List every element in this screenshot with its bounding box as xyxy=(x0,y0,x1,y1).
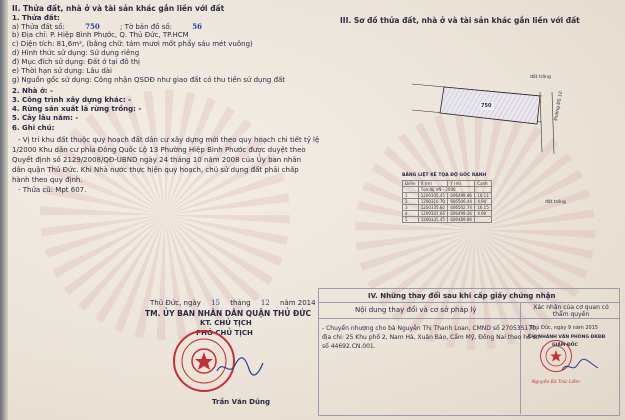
table-header-cell: Cạnh xyxy=(475,181,492,187)
note-line: - Thửa cũ: Mpt 607. xyxy=(18,186,87,194)
date-month-label: tháng xyxy=(230,299,251,307)
table-cell: 16.11 xyxy=(475,193,492,199)
map-label-bottom: đất trống xyxy=(545,200,566,205)
table-cell: 5 xyxy=(403,217,419,223)
note-line: hành theo quy định. xyxy=(12,176,83,184)
map-label-road: Đường ĐS 10 xyxy=(553,91,565,122)
map-parcel-label: 750 xyxy=(481,103,492,109)
section2-title: II. Thửa đất, nhà ở và tài sản khác gắn liền với đất xyxy=(12,4,225,13)
signing-date xyxy=(150,299,316,308)
usage-purpose: đ) Mục đích sử dụng: Đất ở tại đô thị xyxy=(12,58,140,66)
usage-origin: g) Nguồn gốc sử dụng: Công nhận QSDĐ như giao đất có thu tiền sử dụng đất xyxy=(12,76,286,84)
house-line: 2. Nhà ở: - xyxy=(12,87,53,95)
table-cell: 1200335.45 xyxy=(418,217,448,223)
changes-col-divider xyxy=(520,302,521,414)
coordinates-table xyxy=(402,180,492,223)
director-signature-icon xyxy=(560,358,600,376)
chairman-name: Trần Văn Dũng xyxy=(212,398,270,406)
vice-chairman: PHÓ CHỦ TỊCH xyxy=(196,329,253,337)
usage-form: d) Hình thức sử dụng: Sử dụng riêng xyxy=(12,49,140,57)
table-cell: 4.90 xyxy=(475,211,492,217)
changes-col1-header: Nội dung thay đổi và cơ sở pháp lý xyxy=(355,306,477,314)
table-cell: 1 xyxy=(403,193,419,199)
table-cell: 1200337.66 xyxy=(418,211,448,217)
table-cell: 3 xyxy=(403,205,419,211)
authority-title: TM. ỦY BAN NHÂN DÂN QUẬN THỦ ĐỨC xyxy=(145,309,312,318)
table-header-cell: X (m) xyxy=(418,181,448,187)
table-cell: 1200316.70 xyxy=(418,199,448,205)
changes-col-header-rule xyxy=(318,318,619,319)
director-name: Nguyễn Bá Trúc Liêm xyxy=(532,380,580,385)
change-entry-line: - Chuyển nhượng cho bà Nguyễn Thị Thanh Loan, CMND số 270535170, xyxy=(322,325,538,332)
change-entry-line: địa chỉ: 25 Khu phố 2, Nam Hà, Xuân Bảo, Cẩm Mỹ, Đồng Nai theo hồ sơ xyxy=(322,334,540,341)
table-cell: 16.15 xyxy=(475,205,492,211)
table-cell: 2 xyxy=(403,199,419,205)
sheet-label: ; Tờ bản đồ số: xyxy=(120,23,173,31)
table-cell: 4 xyxy=(403,211,419,217)
construction-line: 3. Công trình xây dựng khác: - xyxy=(12,96,132,104)
confirm-role: GIÁM ĐỐC xyxy=(552,343,578,348)
table-cell: 1200335.45 xyxy=(418,193,448,199)
note-line: Quyết định số 2129/2008/QĐ-UBND ngày 24 tháng 10 năm 2008 của Ủy ban nhân xyxy=(12,156,302,164)
table-cell: 606489.86 xyxy=(448,217,475,223)
perennial-line: 5. Cây lâu năm: - xyxy=(12,114,79,122)
table-row xyxy=(403,217,492,223)
table-subheader: Tọa độ VN - 2000 xyxy=(418,187,475,193)
table-cell: 606502.74 xyxy=(448,205,475,211)
parcel-label: a) Thửa đất số: xyxy=(12,23,65,31)
map-label-top: đất trống xyxy=(530,75,551,80)
table-cell: 1200335.60 xyxy=(418,205,448,211)
section4-title: IV. Những thay đổi sau khi cấp giấy chứng nhận xyxy=(368,292,556,300)
area: c) Diện tích: 81,6m², (bằng chữ: tám mươi mốt phẩy sáu mét vuông) xyxy=(12,40,253,48)
note-line: dân quận Thủ Đức. Khi Nhà nước thực hiện quy hoạch, chủ sử dụng đất phải chấp xyxy=(12,166,299,174)
note-line: 1/2000 Khu dân cư phía Đông Quốc Lộ 13 Phường Hiệp Bình Phước được duyệt theo xyxy=(12,146,306,154)
confirm-org: CHI NHÁNH VĂN PHÒNG ĐKĐĐ xyxy=(528,335,606,340)
coordinates-table-title: BẢNG LIỆT KÊ TỌA ĐỘ GÓC RANH xyxy=(402,173,487,178)
table-cell: 606489.86 xyxy=(448,193,475,199)
date-place: Thủ Đức, ngày xyxy=(150,299,201,307)
address: b) Địa chỉ: P. Hiệp Bình Phước, Q. Thủ Đức, TP.HCM xyxy=(12,31,189,39)
chairman-signature-icon xyxy=(215,355,265,379)
table-cell: 606506.44 xyxy=(448,199,475,205)
usage-duration: e) Thời hạn sử dụng: Lâu dài xyxy=(12,67,112,75)
page-edge-shadow xyxy=(0,0,8,420)
changes-col2-header: Xác nhận của cơ quan có thẩm quyền xyxy=(533,304,609,318)
table-cell: 606499.36 xyxy=(448,211,475,217)
date-year: năm 2014 xyxy=(280,299,316,307)
date-day: 15 xyxy=(211,299,221,307)
parcel-heading: 1. Thửa đất: xyxy=(12,14,60,22)
sheet-number: 56 xyxy=(192,22,202,31)
kt-chairman: KT. CHỦ TỊCH xyxy=(200,319,252,327)
table-header-cell: Y (m) xyxy=(448,181,475,187)
section3-title: III. Sơ đồ thửa đất, nhà ở và tài sản khác gắn liền với đất xyxy=(340,16,580,25)
table-cell: 4.90 xyxy=(475,199,492,205)
forest-line: 4. Rừng sản xuất là rừng trồng: - xyxy=(12,105,142,113)
changes-header-rule xyxy=(318,302,619,303)
notes-heading: 6. Ghi chú: xyxy=(12,124,55,132)
table-header-cell: Điểm xyxy=(403,181,419,187)
note-line: - Vị trí khu đất thuộc quy hoạch đất dân cư xây dựng mới theo quy hoạch chi tiết tỷ lệ xyxy=(18,136,320,144)
table-cell xyxy=(475,217,492,223)
date-month: 12 xyxy=(260,299,270,307)
confirm-date: Thủ Đức, ngày 9 năm 2015 xyxy=(530,325,599,331)
parcel-number: 750 xyxy=(85,22,100,31)
change-entry-line: số 44692.CN.001. xyxy=(322,343,376,350)
